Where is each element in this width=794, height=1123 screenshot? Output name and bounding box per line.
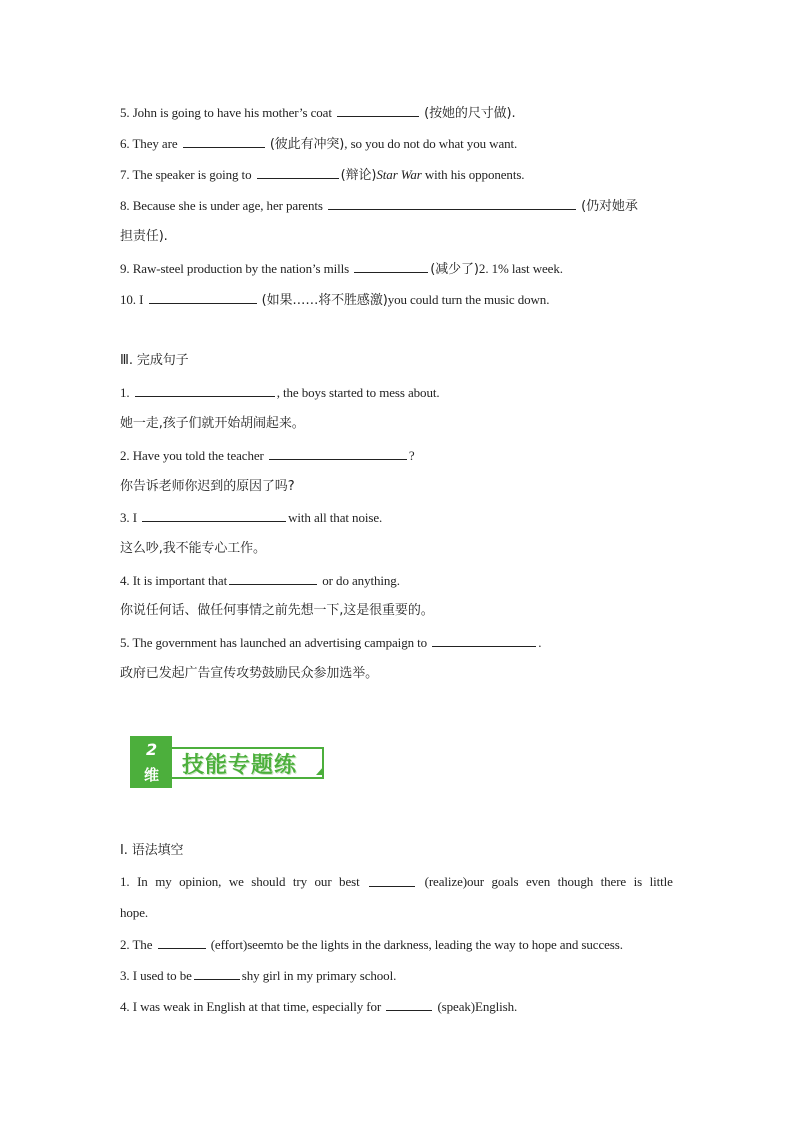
answer-blank[interactable] [328, 197, 576, 210]
question-5: 5. John is going to have his mother’s coat (按她的尺寸做). [120, 105, 516, 121]
sentence-2-cn: 你告诉老师你迟到的原因了吗? [120, 479, 295, 494]
answer-blank[interactable] [142, 509, 286, 522]
sentence-1-cn: 她一走,孩子们就开始胡闹起来。 [120, 416, 305, 431]
sentence-4-en: 4. It is important that or do anything. [120, 573, 400, 588]
grammar-question-4: 4. I was weak in English at that time, especially for (speak)English. [120, 999, 518, 1014]
answer-blank[interactable] [269, 447, 407, 460]
answer-blank[interactable] [229, 572, 317, 585]
sentence-3-en: 3. I with all that noise. [120, 510, 383, 525]
grammar-section-heading: I. 语法填空 [120, 843, 184, 858]
sentence-5-en: 5. The government has launched an advertising campaign to . [120, 635, 542, 650]
answer-blank[interactable] [149, 291, 257, 304]
sentence-5-cn: 政府已发起广告宣传攻势鼓励民众参加选举。 [120, 666, 379, 681]
answer-blank[interactable] [158, 936, 206, 949]
sentence-3-cn: 这么吵,我不能专心工作。 [120, 541, 266, 556]
answer-blank[interactable] [354, 260, 428, 273]
grammar-question-3: 3. I used to be shy girl in my primary school. [120, 968, 397, 983]
skill-practice-badge: 2 维 技能专题练 [130, 736, 326, 790]
answer-blank[interactable] [369, 874, 415, 887]
answer-blank[interactable] [337, 104, 419, 117]
sentence-2-en: 2. Have you told the teacher ? [120, 448, 415, 463]
question-10: 10. I (如果……将不胜感激)you could turn the music down. [120, 292, 550, 308]
question-9: 9. Raw-steel production by the nation’s mills (减少了)2. 1% last week. [120, 261, 563, 277]
grammar-question-1: 1. In my opinion, we should try our best (realize)our goals even though there is little [120, 874, 673, 889]
answer-blank[interactable] [257, 166, 339, 179]
grammar-question-2: 2. The (effort)seemto be the lights in the darkness, leading the way to hope and success. [120, 937, 623, 952]
section-3-heading: Ⅲ. 完成句子 [120, 353, 189, 368]
sentence-4-cn: 你说任何话、做任何事情之前先想一下,这是很重要的。 [120, 603, 434, 618]
question-8-continued: 担责任). [120, 229, 168, 244]
grammar-question-1-continued: hope. [120, 905, 149, 920]
answer-blank[interactable] [386, 998, 432, 1011]
question-7: 7. The speaker is going to (辩论)Star War with his opponents. [120, 167, 525, 183]
answer-blank[interactable] [194, 967, 240, 980]
question-6: 6. They are (彼此有冲突), so you do not do what you want. [120, 136, 518, 152]
answer-blank[interactable] [432, 634, 536, 647]
answer-blank[interactable] [135, 384, 275, 397]
answer-blank[interactable] [183, 135, 265, 148]
sentence-1-en: 1. , the boys started to mess about. [120, 385, 440, 400]
question-8: 8. Because she is under age, her parents (仍对她承 [120, 198, 638, 214]
badge-corner-decoration [316, 766, 324, 775]
